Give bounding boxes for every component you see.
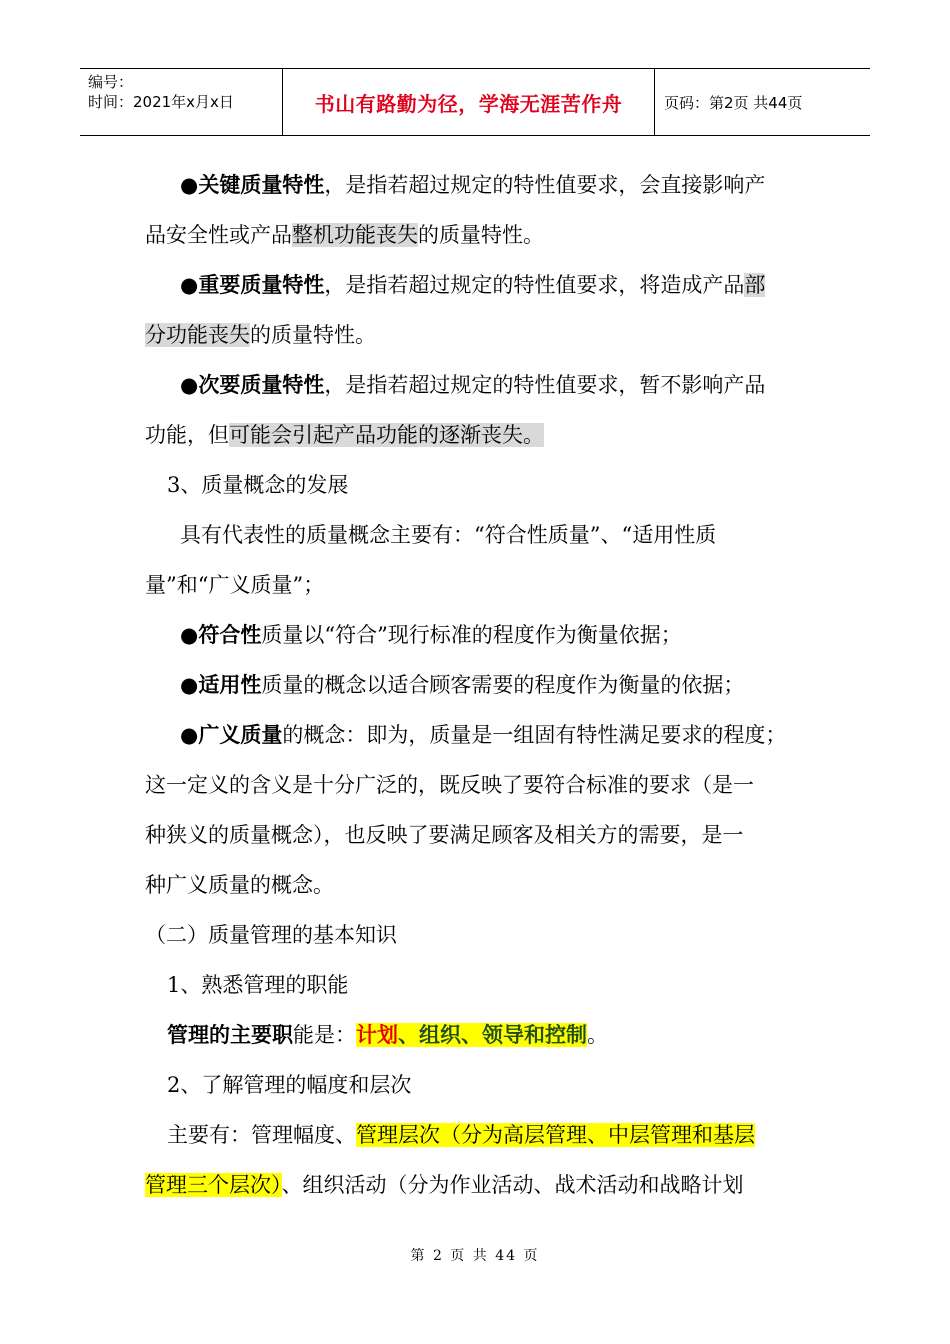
paragraph-broad-quality-line1 [145,710,810,760]
term-minor-quality: 次要质量特性 [198,373,325,397]
text: 功能，但 [145,423,229,447]
paragraph-broad-quality-line2: 这一定义的含义是十分广泛的，既反映了要符合标准的要求（是一 [145,773,754,797]
header-page-info: 页码：第2页 共44页 [664,93,803,112]
term-management-main: 管理的主要职 [167,1023,293,1047]
paragraph-management-functions [145,1010,810,1060]
paragraph-management-levels-line1 [145,1110,810,1160]
yellow-highlight: 管理三个层次） [145,1173,282,1197]
paragraph-conformance [145,610,810,660]
heading-section-quality-management: （二）质量管理的基本知识 [145,923,397,947]
paragraph-important-quality-line1 [145,260,810,310]
paragraph-minor-quality-line2 [145,410,810,460]
document-body [145,160,810,1210]
text: 、组织活动（分为作业活动、战术活动和战略计划 [281,1173,744,1197]
text: 能是： [293,1023,356,1047]
header-motto: 书山有路勤为径，学海无涯苦作舟 [283,69,655,135]
paragraph-concepts-line2: 量”和“广义质量”； [145,573,325,597]
term-broad-quality: 广义质量 [198,723,283,747]
header-time-label: 时间：2021年x月x日 [88,93,234,111]
text: 质量的概念以适合顾客需要的程度作为衡量的依据； [261,673,745,697]
text: 品安全性或产品 [145,223,292,247]
gray-highlight: 分功能丧失 [145,323,250,347]
paragraph-management-levels-line2 [145,1160,810,1210]
paragraph-fitness [145,660,810,710]
paragraph-key-quality-line2 [145,210,810,260]
heading-quality-concept-development: 3、质量概念的发展 [167,473,349,497]
term-fitness: 适用性 [198,673,262,697]
red-highlight: 计划 [356,1023,398,1047]
header-meta [80,69,283,135]
gray-highlight: 可能会引起产品功能的逐渐丧失。 [229,423,544,447]
paragraph-minor-quality-line1 [145,360,810,410]
bullet: ● [180,373,199,397]
bullet: ● [180,673,199,697]
page-footer: 第 2 页 共 44 页 [410,1248,540,1264]
text: 。 [587,1023,608,1047]
gray-highlight: 部 [744,273,766,297]
paragraph-broad-quality-line4: 种广义质量的概念。 [145,873,334,897]
green-highlight: 、组织、领导和控制 [398,1023,587,1047]
paragraph-concepts-line1: 具有代表性的质量概念主要有：“符合性质量”、“适用性质 [180,523,717,547]
paragraph-broad-quality-line3: 种狭义的质量概念），也反映了要满足顾客及相关方的需要，是一 [145,823,744,847]
yellow-highlight: 管理层次（分为高层管理、中层管理和基层 [356,1123,755,1147]
paragraph-key-quality-line1 [145,160,810,210]
bullet: ● [180,273,199,297]
text: 的概念：即为，质量是一组固有特性满足要求的程度； [282,723,787,747]
text: 主要有：管理幅度、 [167,1123,356,1147]
text: ，是指若超过规定的特性值要求，将造成产品 [324,273,745,297]
document-header [80,68,870,136]
text: 质量以“符合”现行标准的程度作为衡量依据； [261,623,682,647]
gray-highlight: 整机功能丧失 [292,223,418,247]
text: 的质量特性。 [418,223,544,247]
term-conformance: 符合性 [198,623,262,647]
text: ，是指若超过规定的特性值要求，会直接影响产 [324,173,766,197]
bullet: ● [180,623,199,647]
term-important-quality: 重要质量特性 [198,273,325,297]
header-number-label: 编号： [88,73,134,91]
term-key-quality: 关键质量特性 [198,173,325,197]
paragraph-important-quality-line2 [145,310,810,360]
heading-management-functions: 1、熟悉管理的职能 [167,973,349,997]
bullet: ● [180,173,199,197]
text: 的质量特性。 [250,323,376,347]
heading-management-span-levels: 2、了解管理的幅度和层次 [167,1073,412,1097]
bullet: ● [180,723,199,747]
text: ，是指若超过规定的特性值要求，暂不影响产品 [324,373,766,397]
